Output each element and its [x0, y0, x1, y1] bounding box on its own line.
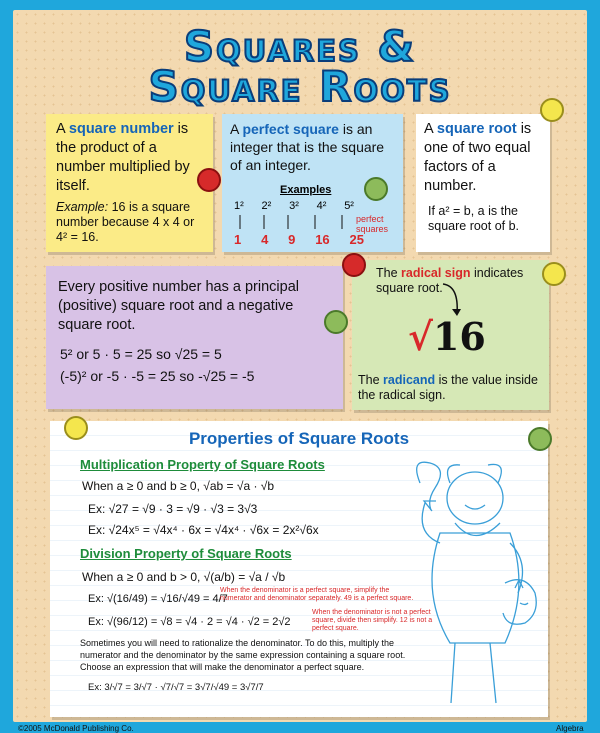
division-note-1: When the denominator is a perfect square, simplify the numerator and denominator separately. 49 is a perfect square. [220, 587, 414, 602]
principal-root-card [46, 266, 343, 409]
square-number-term: square number [68, 121, 174, 137]
radicand-value: 16 [432, 314, 486, 359]
mathematician-illustration [380, 453, 545, 713]
division-example-1: Ex: √(16/49) = √16/√49 = 4/7 [88, 593, 228, 605]
rationalize-example: Ex: 3/√7 = 3/√7 · √7/√7 = 3√7/√49 = 3√7/7 [88, 682, 264, 693]
radical-sign-term: radical sign [401, 266, 471, 280]
division-example-2: Ex: √(96/12) = √8 = √4 · 2 = √4 · √2 = 2√2 [88, 616, 291, 628]
radical-arrow [437, 282, 467, 318]
rationalize-text: Sometimes you will need to rationalize the denominator. To do this, multiply the numerator and the denominator by the same expression containing a square root. Choose an expression that will make the denominator a perfect square. [80, 638, 406, 672]
title-line-1: Squares & [183, 22, 417, 71]
footer-copyright: ©2005 McDonald Publishing Co. [18, 724, 134, 733]
square-number-definition: A square number is the product of a number multiplied by itself. [56, 121, 190, 194]
division-note-2: When the denominator is not a perfect square, divide then simplify. 12 is not a perfect square. [312, 609, 433, 632]
perfect-square-values: 1 4 9 16 25 [234, 232, 364, 247]
yellow-pushpin-icon [540, 98, 564, 122]
footer-subject: Algebra [556, 724, 584, 733]
examples-label: Examples [280, 184, 332, 196]
square-root-definition: A square root is one of two equal factors of a number. [424, 121, 532, 194]
down-arrows [234, 214, 359, 232]
negative-root-equation: (-5)² or -5 · -5 = 25 so -√25 = -5 [60, 368, 255, 384]
title-line-2: Square Roots [148, 62, 452, 111]
square-root-term: square root [436, 121, 517, 137]
radicand-term: radicand [383, 373, 436, 387]
multiplication-example-1: Ex: √27 = √9 · 3 = √9 · √3 = 3√3 [88, 502, 258, 516]
radicand-text: The radicand is the value inside the radical sign. [358, 373, 538, 402]
radical-card [352, 260, 549, 410]
yellow-pushpin-icon [64, 416, 88, 440]
perfect-square-definition: A perfect square is an integer that is the square of an integer. [230, 121, 385, 173]
powers-row: 1² 2² 3² 4² 5² [234, 200, 354, 212]
properties-heading: Properties of Square Roots [188, 429, 410, 448]
red-pushpin-icon [342, 253, 366, 277]
square-number-example: Example: 16 is a square number because 4 x 4 or 4² = 16. [56, 200, 195, 244]
properties-card [50, 421, 548, 717]
multiplication-property-title: Multiplication Property of Square Roots [80, 457, 325, 472]
radical-expression [408, 314, 486, 359]
square-number-card [46, 114, 213, 252]
division-rule: When a ≥ 0 and b > 0, √(a/b) = √a / √b [82, 570, 286, 584]
green-pushpin-icon [364, 177, 388, 201]
multiplication-rule: When a ≥ 0 and b ≥ 0, √ab = √a · √b [82, 479, 275, 493]
green-pushpin-icon [528, 427, 552, 451]
principal-root-text: Every positive number has a principal (positive) square root and a negative square root. [58, 279, 299, 333]
green-pushpin-icon [324, 310, 348, 334]
square-root-relation: If a² = b, a is the square root of b. [428, 204, 520, 233]
radical-sign-text: The radical sign indicates square root. [376, 266, 524, 295]
multiplication-example-2: Ex: √24x⁵ = √4x⁴ · 6x = √4x⁴ · √6x = 2x²√6x [88, 523, 319, 537]
square-root-card [416, 114, 550, 252]
perfect-squares-note: perfect squares [356, 214, 389, 234]
red-pushpin-icon [197, 168, 221, 192]
radical-symbol: √ [408, 314, 433, 359]
yellow-pushpin-icon [542, 262, 566, 286]
division-property-title: Division Property of Square Roots [80, 546, 292, 561]
positive-root-equation: 5² or 5 · 5 = 25 so √25 = 5 [60, 346, 222, 362]
perfect-square-term: perfect square [242, 121, 339, 137]
